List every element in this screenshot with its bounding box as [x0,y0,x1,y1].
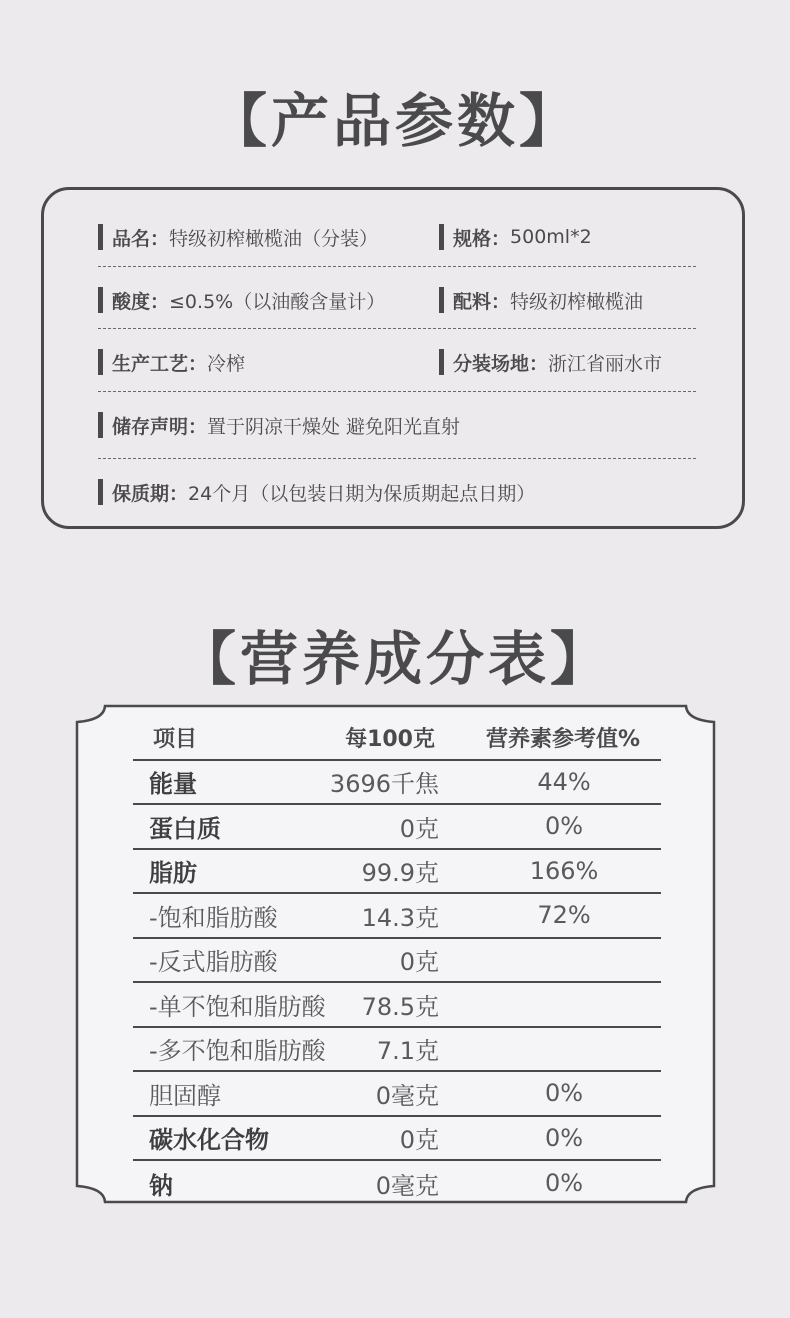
header-nrv: 营养素参考值% [485,726,641,752]
table-row [133,761,661,806]
nutrient-amount: 78.5克 [361,992,439,1021]
nutrient-amount: 14.3克 [361,903,439,932]
param-value: 特级初榨橄榄油（分装） [169,227,379,250]
param-row-storage [56,405,656,445]
nutrient-name: 能量 [149,770,197,799]
param-marker-bar [98,479,103,505]
header-per-100g: 每100克 [345,726,435,752]
param-marker-bar [98,287,103,313]
nutrient-nrv: 166% [529,856,599,885]
param-spec [439,217,592,257]
header-item: 项目 [153,726,198,752]
param-label: 规格： [453,227,511,250]
table-row [133,850,661,895]
nutrient-nrv: 0% [544,1079,584,1108]
nutrient-name: -反式脂肪酸 [149,948,278,977]
param-ingredients [439,280,643,320]
nutrient-amount: 0克 [399,814,439,843]
nutrition-table [133,716,661,1206]
nutrient-nrv: 44% [537,767,591,796]
nutrition-table-header [133,716,661,761]
param-value: 置于阴凉干燥处 避免阳光直射 [207,415,461,438]
divider [98,458,696,459]
param-value: 冷榨 [207,352,246,375]
param-row-acidity-ingredients [56,280,656,320]
divider [98,266,696,267]
param-label: 生产工艺： [112,352,208,375]
nutrient-amount: 0毫克 [375,1171,439,1200]
param-label: 储存声明： [112,415,208,438]
param-row-name-spec [56,217,656,257]
param-marker-bar [439,287,444,313]
nutrient-amount: 7.1克 [376,1037,439,1066]
param-label: 酸度： [112,290,170,313]
param-shelf-life [98,472,535,512]
nutrient-name: 胆固醇 [149,1081,221,1110]
param-value: ≤0.5%（以油酸含量计） [169,290,386,313]
param-marker-bar [439,224,444,250]
param-value: 特级初榨橄榄油 [510,290,644,313]
nutrient-amount: 99.9克 [361,859,439,888]
nutrition-facts-title: 【营养成分表】 [177,625,612,693]
param-marker-bar [439,349,444,375]
param-label: 保质期： [112,482,189,505]
param-marker-bar [98,412,103,438]
param-value: 浙江省丽水市 [548,352,663,375]
nutrition-facts-card [75,704,716,1204]
param-label: 品名： [112,227,170,250]
nutrient-name: 脂肪 [149,859,197,888]
param-process [98,342,245,382]
param-packing-location [439,342,662,382]
nutrient-amount: 0毫克 [375,1081,439,1110]
param-value: 24个月（以包装日期为保质期起点日期） [188,482,536,505]
nutrient-name: 钠 [149,1171,173,1200]
table-row [133,1161,661,1206]
product-parameters-title: 【产品参数】 [208,87,581,155]
param-product-name [98,217,378,257]
nutrient-amount: 0克 [399,948,439,977]
param-value: 500ml*2 [510,226,592,248]
nutrient-amount: 3696千焦 [329,770,439,799]
nutrient-amount: 0克 [399,1126,439,1155]
nutrient-name: -多不饱和脂肪酸 [149,1037,326,1066]
table-row [133,1072,661,1117]
param-acidity [98,280,385,320]
param-storage [98,405,460,445]
param-row-process-location [56,342,663,382]
divider [98,328,696,329]
table-row [133,1117,661,1162]
table-row [133,805,661,850]
param-marker-bar [98,224,103,250]
nutrient-nrv: 72% [537,901,591,930]
nutrient-name: -单不饱和脂肪酸 [149,992,326,1021]
table-row [133,894,661,939]
nutrient-name: 蛋白质 [149,814,221,843]
nutrient-nrv: 0% [544,1123,584,1152]
table-row [133,983,661,1028]
table-row [133,1028,661,1073]
nutrient-nrv: 0% [544,1169,584,1198]
param-label: 配料： [453,290,511,313]
param-row-shelf-life [56,472,656,512]
nutrient-name: -饱和脂肪酸 [149,903,278,932]
param-marker-bar [98,349,103,375]
divider [98,391,696,392]
nutrient-nrv: 0% [544,812,584,841]
param-label: 分装场地： [453,352,549,375]
nutrient-name: 碳水化合物 [149,1126,269,1155]
table-row [133,939,661,984]
